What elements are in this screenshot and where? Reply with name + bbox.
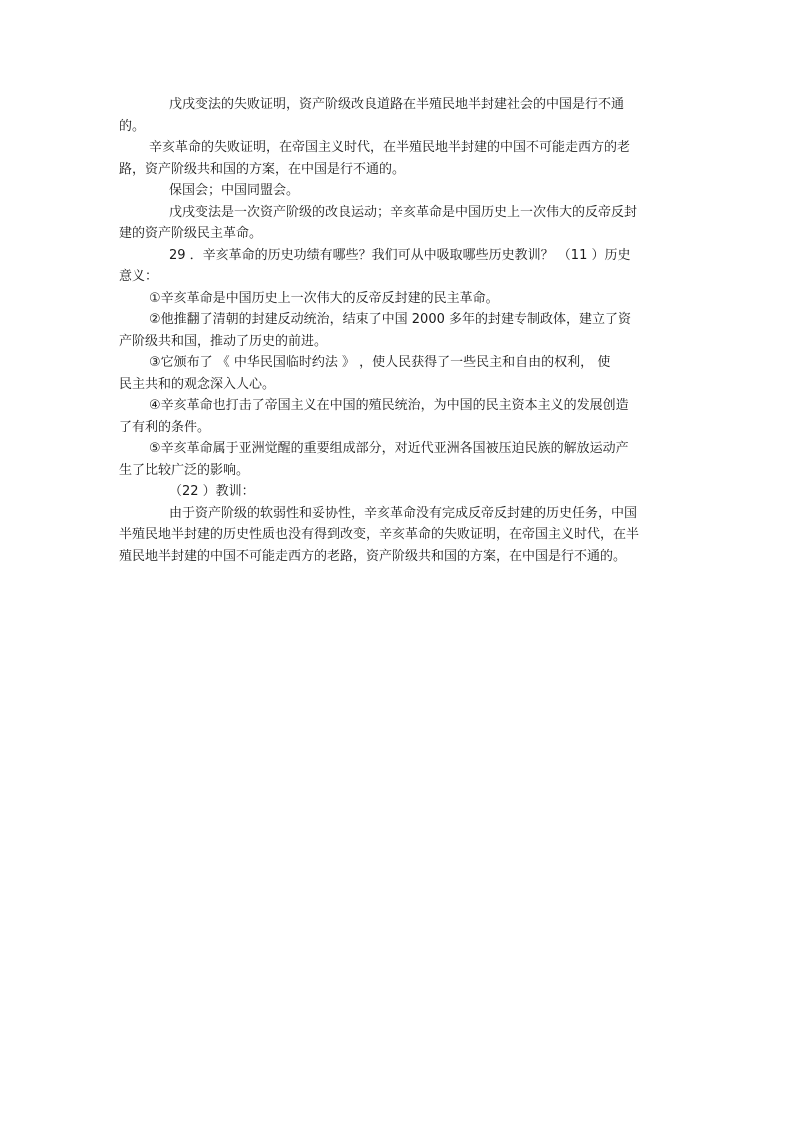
paragraph-line: 的。	[119, 118, 146, 134]
paragraph-line: 生了比较广泛的影响。	[119, 462, 250, 478]
paragraph-line: 产阶级共和国，推动了历史的前进。	[119, 333, 328, 349]
paragraph-line: 由于资产阶级的软弱性和妥协性，辛亥革命没有完成反帝反封建的历史任务，中国	[169, 505, 638, 521]
list-item: ①辛亥革命是中国历史上一次伟大的反帝反封建的民主革命。	[149, 290, 499, 306]
paragraph-line: 保国会；中国同盟会。	[169, 183, 300, 198]
paragraph-line: 辛亥革命的失败证明，在帝国主义时代，在半殖民地半封建的中国不可能走西方的老	[149, 140, 631, 155]
document-body	[119, 94, 677, 567]
section-heading: （22 ）教训：	[169, 484, 255, 499]
list-item: ③它颁布了 《 中华民国临时约法 》 ，使人民获得了一些民主和自由的权利， 使	[149, 355, 611, 370]
paragraph-line: 路，资产阶级共和国的方案，在中国是行不通的。	[119, 161, 406, 177]
paragraph-line: 戊戌变法的失败证明，资产阶级改良道路在半殖民地半封建社会的中国是行不通	[169, 97, 625, 112]
paragraph-line: 民主共和的观念深入人心。	[119, 376, 276, 392]
paragraph-line: 殖民地半封建的中国不可能走西方的老路，资产阶级共和国的方案，在中国是行不通的。	[119, 548, 627, 564]
paragraph-line: 戊戌变法是一次资产阶级的改良运动；辛亥革命是中国历史上一次伟大的反帝反封	[169, 204, 638, 220]
list-item: ⑤辛亥革命属于亚洲觉醒的重要组成部分，对近代亚洲各国被压迫民族的解放运动产	[149, 441, 629, 456]
list-item: ④辛亥革命也打击了帝国主义在中国的殖民统治，为中国的民主资本主义的发展创造	[149, 398, 629, 413]
paragraph-line: 意义：	[119, 269, 159, 284]
paragraph-line: 建的资产阶级民主革命。	[119, 226, 263, 241]
paragraph-line: 了有利的条件。	[119, 419, 211, 435]
paragraph-line: 半殖民地半封建的历史性质也没有得到改变，辛亥革命的失败证明，在帝国主义时代，在半	[119, 527, 640, 542]
list-item: ②他推翻了清朝的封建反动统治，结束了中国 2000 多年的封建专制政体，建立了资	[149, 312, 632, 327]
question-line: 29 ．辛亥革命的历史功绩有哪些？我们可从中吸取哪些历史教训？ （11 ）历史	[169, 247, 631, 263]
